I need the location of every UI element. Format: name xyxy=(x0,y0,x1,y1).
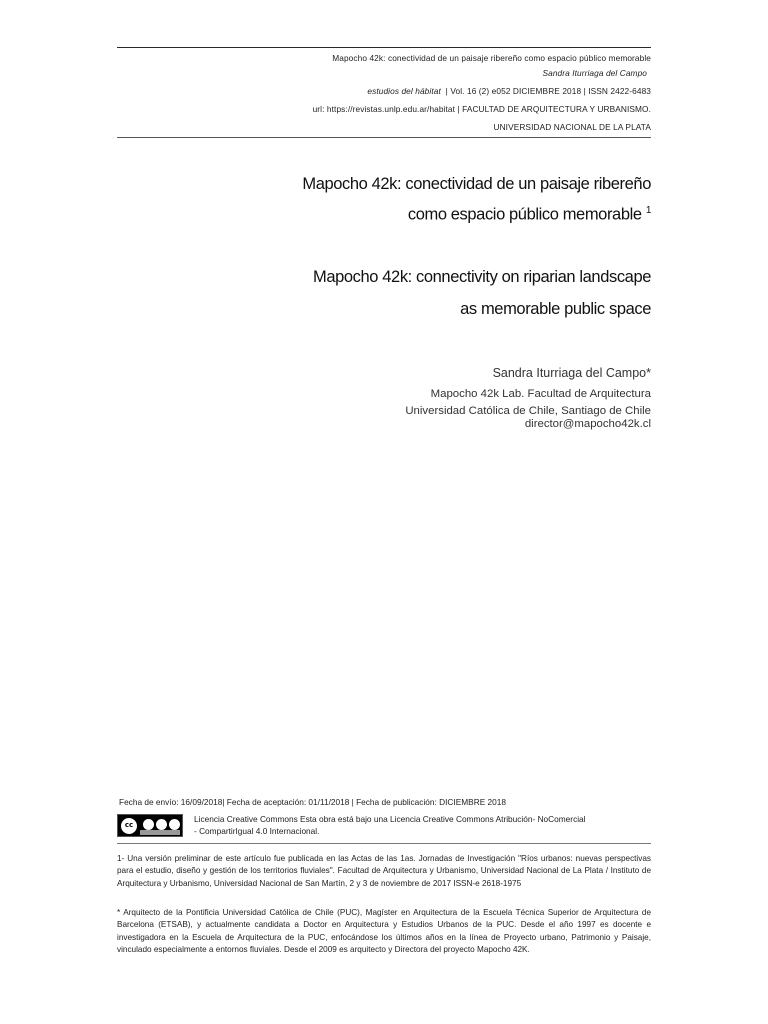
title-en-line2: as memorable public space xyxy=(460,300,651,318)
submission-dates: Fecha de envío: 16/09/2018| Fecha de aceptación: 01/11/2018 | Fecha de publicación: DICIEMBRE 2018 xyxy=(119,797,506,807)
journal-name: estudios del hábitat xyxy=(367,86,441,96)
footnote-1: 1- Una versión preliminar de este artículo fue publicada en las Actas de las 1as. Jornadas de Investigación "Ríos urbanos: nuevas perspectivas para el estudio, diseño y gestión de los territorios fluviales". Facultad de Arquitectura y Urbanismo, Universidad Nacional de La Plata / Instituto de Arquitectura y Urbanismo, Universidad Nacional de San Martín, 2 y 3 de noviembre de 2017 ISSN-e 2618-1975 xyxy=(117,854,651,888)
license-line-2: - CompartirIgual 4.0 Internacional. xyxy=(194,826,320,836)
creative-commons-by-nc-sa-icon[interactable] xyxy=(117,814,183,837)
running-author: Sandra Iturriaga del Campo xyxy=(542,68,647,78)
footnote-rule xyxy=(117,843,651,844)
university: UNIVERSIDAD NACIONAL DE LA PLATA xyxy=(493,122,651,132)
license-text xyxy=(194,813,654,837)
journal-line xyxy=(367,86,651,96)
author-affiliation-2: Universidad Católica de Chile, Santiago de Chile xyxy=(405,405,651,417)
cc-badge-strip xyxy=(140,830,180,835)
running-title: Mapocho 42k: conectividad de un paisaje ribereño como espacio público memorable xyxy=(332,53,651,63)
author-email[interactable]: director@mapocho42k.cl xyxy=(524,418,651,430)
title-es-line2-text: como espacio público memorable xyxy=(407,205,642,224)
title-es-line1: Mapocho 42k: conectividad de un paisaje ribereño xyxy=(302,175,651,193)
title-footnote-ref: 1 xyxy=(645,205,651,216)
title-es-line2 xyxy=(408,205,651,225)
journal-url: url: https://revistas.unlp.edu.ar/habitat | FACULTAD DE ARQUITECTURA Y URBANISMO. xyxy=(312,104,651,114)
header-bottom-rule xyxy=(117,137,651,138)
cc-logo: cc xyxy=(120,817,138,835)
author-name: Sandra Iturriaga del Campo* xyxy=(492,366,651,380)
title-en-line1: Mapocho 42k: connectivity on riparian landscape xyxy=(313,268,651,286)
footnote-author: * Arquitecto de la Pontificia Universidad Católica de Chile (PUC), Magíster en Arquitectura de la Escuela Técnica Superior de Arquitectura de Barcelona (ETSAB), y actualmente candidata a Doctor en Arquitectura y Estudios Urbanos de la PUC. Desde el año 1997 es docente e investigadora en la Escuela de Arquitectura de la PUC, enfocándose los últimos años en la línea de Proyecto urbano, Patrimonio y Paisaje, vinculado especialmente a entornos fluviales. Desde el 2009 es arquitecto y Directora del proyecto Mapocho 42K. xyxy=(117,908,651,954)
header-top-rule xyxy=(117,47,651,48)
license-line-1: Licencia Creative Commons Esta obra está bajo una Licencia Creative Commons Atribución- NoComercial xyxy=(194,814,586,824)
journal-info: | Vol. 16 (2) e052 DICIEMBRE 2018 | ISSN 2422-6483 xyxy=(445,86,651,96)
author-affiliation-1: Mapocho 42k Lab. Facultad de Arquitectura xyxy=(430,388,651,400)
